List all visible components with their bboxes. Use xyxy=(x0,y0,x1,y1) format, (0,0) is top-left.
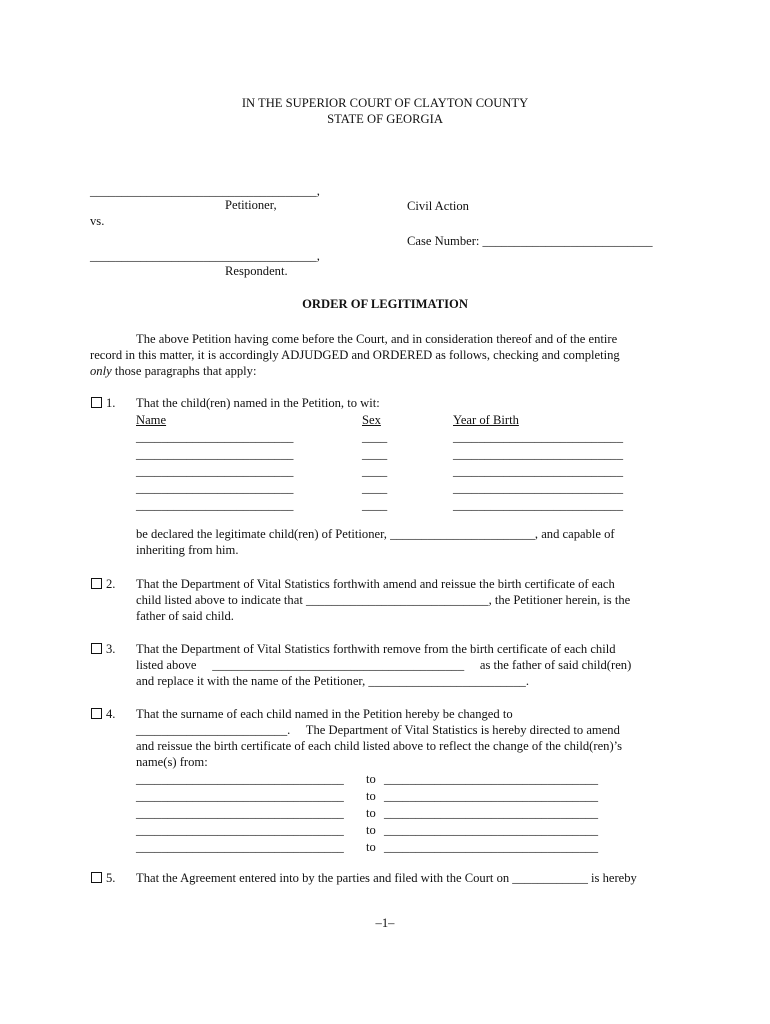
civil-action-label: Civil Action xyxy=(407,199,469,213)
para3-line-2: listed above ________________________________________ as the father of said child(ren) xyxy=(136,658,632,672)
para5-line-1: That the Agreement entered into by the parties and filed with the Court on ____________ is hereby xyxy=(136,871,637,885)
child-year-blank[interactable]: ___________________________ xyxy=(453,447,624,461)
para3-checkbox[interactable] xyxy=(91,643,102,654)
child-name-blank[interactable]: _________________________ xyxy=(136,498,294,512)
para4-checkbox[interactable] xyxy=(91,708,102,719)
intro-line-2: record in this matter, it is accordingly ADJUDGED and ORDERED as follows, checking and completing xyxy=(90,348,620,362)
name-change-from-blank[interactable]: _________________________________ xyxy=(136,840,344,854)
court-heading: IN THE SUPERIOR COURT OF CLAYTON COUNTY xyxy=(241,96,529,110)
name-change-to-blank[interactable]: __________________________________ xyxy=(384,840,599,854)
para4-line-2: ________________________. The Department of Vital Statistics is hereby directed to amend xyxy=(136,723,620,737)
child-name-blank[interactable]: _________________________ xyxy=(136,447,294,461)
document-title: ORDER OF LEGITIMATION xyxy=(302,297,468,311)
para1-after-line-2: inheriting from him. xyxy=(136,543,239,557)
para3-line-1: That the Department of Vital Statistics forthwith remove from the birth certificate of each child xyxy=(136,642,616,656)
name-change-to-blank[interactable]: __________________________________ xyxy=(384,823,599,837)
name-change-to-label: to xyxy=(366,789,376,803)
para4-line-4: name(s) from: xyxy=(136,755,208,769)
child-sex-blank[interactable]: ____ xyxy=(362,447,388,461)
child-name-blank[interactable]: _________________________ xyxy=(136,481,294,495)
name-change-from-blank[interactable]: _________________________________ xyxy=(136,772,344,786)
only-emphasis: only xyxy=(90,364,112,378)
col-sex-header: Sex xyxy=(362,413,381,427)
respondent-line: ____________________________________, xyxy=(90,249,320,263)
respondent-label: Respondent. xyxy=(225,264,288,278)
vs-label: vs. xyxy=(90,214,105,228)
para4-line-3: and reissue the birth certificate of each child listed above to reflect the change of the child(ren)’s xyxy=(136,739,623,753)
name-change-to-blank[interactable]: __________________________________ xyxy=(384,789,599,803)
para3-number: 3. xyxy=(106,642,116,656)
para2-line-1: That the Department of Vital Statistics forthwith amend and reissue the birth certificate of each xyxy=(136,577,615,591)
name-change-to-blank[interactable]: __________________________________ xyxy=(384,772,599,786)
para5-checkbox[interactable] xyxy=(91,872,102,883)
para1-number: 1. xyxy=(106,396,116,410)
child-sex-blank[interactable]: ____ xyxy=(362,430,388,444)
col-name-header: Name xyxy=(136,413,167,427)
child-sex-blank[interactable]: ____ xyxy=(362,481,388,495)
para3-line-3: and replace it with the name of the Petitioner, _________________________. xyxy=(136,674,529,688)
petitioner-label: Petitioner, xyxy=(225,198,277,212)
intro-line-3 xyxy=(90,363,256,379)
name-change-from-blank[interactable]: _________________________________ xyxy=(136,789,344,803)
para4-number: 4. xyxy=(106,707,116,721)
name-change-to-label: to xyxy=(366,806,376,820)
child-year-blank[interactable]: ___________________________ xyxy=(453,498,624,512)
para1-after-line-1: be declared the legitimate child(ren) of Petitioner, _______________________, and capable of xyxy=(136,527,615,541)
state-heading: STATE OF GEORGIA xyxy=(327,112,443,126)
name-change-from-blank[interactable]: _________________________________ xyxy=(136,806,344,820)
para4-line-1: That the surname of each child named in the Petition hereby be changed to xyxy=(136,707,513,721)
child-year-blank[interactable]: ___________________________ xyxy=(453,464,624,478)
child-name-blank[interactable]: _________________________ xyxy=(136,464,294,478)
page-number: –1– xyxy=(375,916,395,930)
intro-line-3-rest: those paragraphs that apply: xyxy=(111,364,257,378)
child-name-blank[interactable]: _________________________ xyxy=(136,430,294,444)
para2-line-2: child listed above to indicate that _____________________________, the Petitioner herein, is the xyxy=(136,593,631,607)
name-change-to-label: to xyxy=(366,840,376,854)
para2-checkbox[interactable] xyxy=(91,578,102,589)
name-change-to-blank[interactable]: __________________________________ xyxy=(384,806,599,820)
para2-number: 2. xyxy=(106,577,116,591)
name-change-from-blank[interactable]: _________________________________ xyxy=(136,823,344,837)
para5-number: 5. xyxy=(106,871,116,885)
name-change-to-label: to xyxy=(366,823,376,837)
intro-line-1: The above Petition having come before the Court, and in consideration thereof and of the entire xyxy=(136,332,618,346)
para1-checkbox[interactable] xyxy=(91,397,102,408)
para2-line-3: father of said child. xyxy=(136,609,234,623)
child-year-blank[interactable]: ___________________________ xyxy=(453,430,624,444)
name-change-to-label: to xyxy=(366,772,376,786)
child-sex-blank[interactable]: ____ xyxy=(362,498,388,512)
case-number-field: Case Number: ___________________________ xyxy=(407,234,653,248)
child-sex-blank[interactable]: ____ xyxy=(362,464,388,478)
col-year-header: Year of Birth xyxy=(453,413,519,427)
petitioner-line: ____________________________________, xyxy=(90,184,320,198)
child-year-blank[interactable]: ___________________________ xyxy=(453,481,624,495)
para1-text: That the child(ren) named in the Petition, to wit: xyxy=(136,396,380,410)
